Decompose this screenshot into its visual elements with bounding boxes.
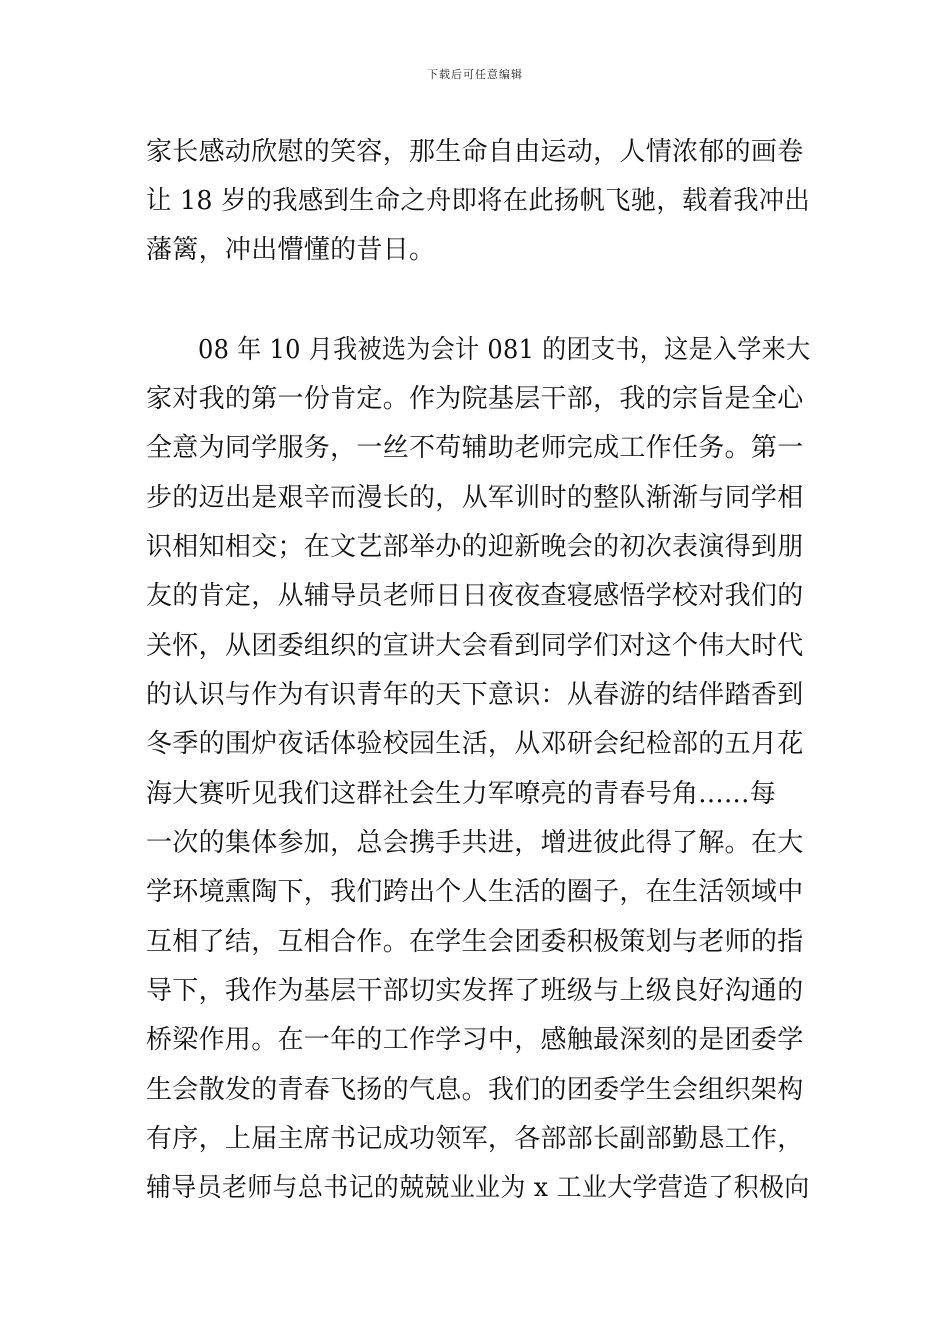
text-line: 家长感动欣慰的笑容，那生命自由运动，人情浓郁的画卷 [146,137,804,167]
text-line: 海大赛听见我们这群社会生力军嘹亮的青春号角......每 [146,779,776,809]
text-line: 步的迈出是艰辛而漫长的，从军训时的整队渐渐与同学相 [146,483,804,513]
text-line: 学环境熏陶下，我们跨出个人生活的圈子，在生活领域中 [146,877,804,907]
text-line: 生会散发的青春飞扬的气息。我们的团委学生会组织架构 [146,1075,804,1105]
text-line: 识相知相交；在文艺部举办的迎新晚会的初次表演得到朋 [146,532,804,562]
text-line: 导下，我作为基层干部切实发挥了班级与上级良好沟通的 [146,976,804,1006]
text-line: 的认识与作为有识青年的天下意识：从春游的结伴踏香到 [146,680,804,710]
text-line: 让 18 岁的我感到生命之舟即将在此扬帆飞驰，载着我冲出 [146,186,811,216]
text-line: 一次的集体参加，总会携手共进，增进彼此得了解。在大 [146,828,804,858]
text-line: 辅导员老师与总书记的兢兢业业为 x 工业大学营造了积极向 [146,1173,810,1203]
header-note: 下载后可任意编辑 [427,68,523,81]
text-line: 友的肯定，从辅导员老师日日夜夜查寝感悟学校对我们的 [146,581,804,611]
text-line: 08 年 10 月我被选为会计 081 的团支书，这是入学来大 [198,335,811,365]
text-line: 全意为同学服务，一丝不苟辅助老师完成工作任务。第一 [146,433,804,463]
text-line: 关怀，从团委组织的宣讲大会看到同学们对这个伟大时代 [146,631,804,661]
text-line: 桥梁作用。在一年的工作学习中，感触最深刻的是团委学 [146,1025,804,1055]
text-line: 家对我的第一份肯定。作为院基层干部，我的宗旨是全心 [146,384,804,414]
text-line: 冬季的围炉夜话体验校园生活，从邓研会纪检部的五月花 [146,729,804,759]
text-line: 互相了结，互相合作。在学生会团委积极策划与老师的指 [146,927,804,957]
text-line: 有序，上届主席书记成功领军，各部部长副部勤恳工作， [146,1124,804,1154]
text-line: 藩篱，冲出懵懂的昔日。 [146,235,436,265]
